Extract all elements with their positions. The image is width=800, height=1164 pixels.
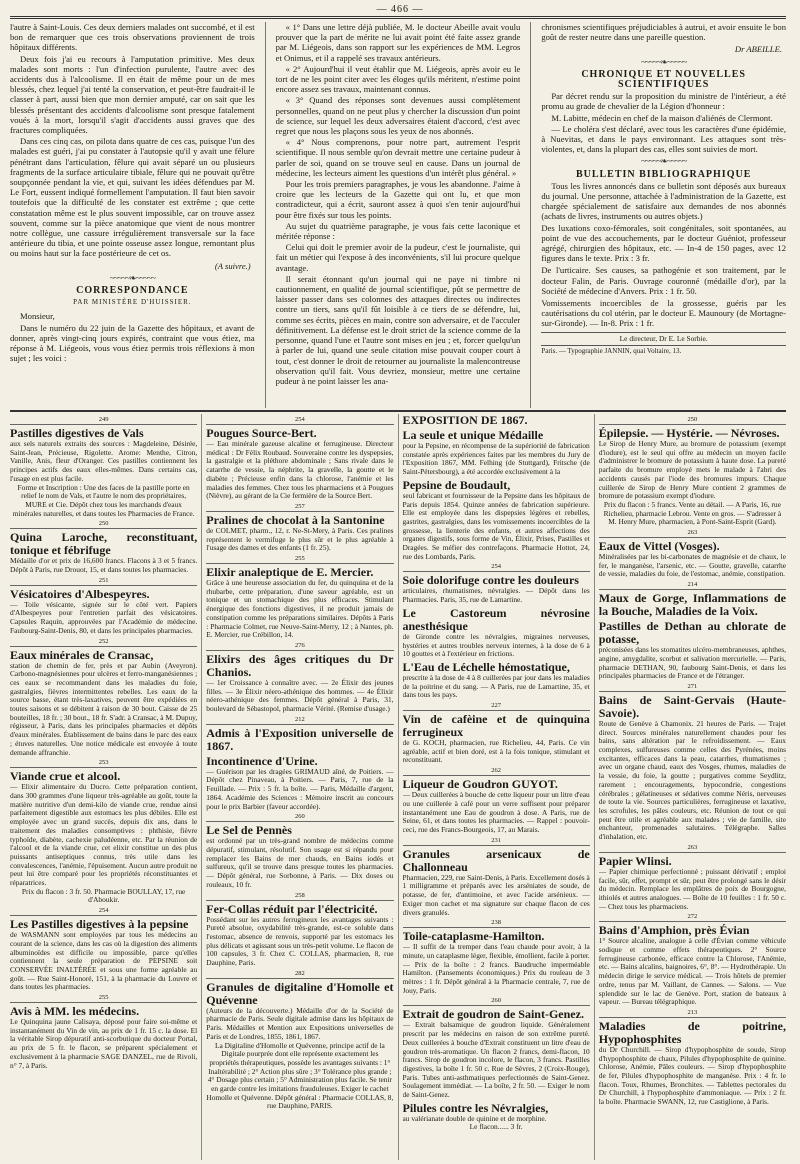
ad-number: 282 (206, 970, 393, 979)
advertisement (599, 592, 786, 618)
ad-body: de WASMANN sont employées par tous les médecins au courant de la science, dans les cas où la digestion des aliments albuminoïdes est difficile ou impossible, parce qu'elles contiennent la seule préparation de PEPSINE soit CONSERVÉE INALTÉRÉE et sous une forme agréable au goût. — Rue Saint-Honoré, 151, à la pharmacie du Louvre et dans toutes les pharmacies. (10, 930, 198, 992)
ad-number: 231 (403, 837, 590, 846)
ad-body: Pharmacien, 229, rue Saint-Denis, à Paris. Excellement dosés à 1 milligramme et préparés avec les arséniates de soude, de potasse, de fer, d'antimoine, et avec l'acide arsénieux. — Exiger mon cachet et ma signature sur chaque flacon de ces divers granulés. (402, 872, 590, 917)
ad-title: La seule et unique Médaille (402, 428, 544, 442)
advertisement (403, 930, 590, 995)
ad-body: Le Sirop de Henry Mure, au bromure de potassium (exempt d'iodure), est le seul qui offre au médecin un moyen facile d'administrer le bromure de potassium à haute dose. La pureté parfaite du bromure employé mets le malade à l'abri des accidents causés par l'iode des bromures impurs. Chaque cuillerée de Sirop de Henry Mure contient 2 grammes de bromure de potassium exempt d'iodure. (598, 439, 786, 501)
ornament-divider: ~~~~~❧~~~~~ (641, 156, 687, 167)
ad-body: — 1er Croissance à connaître avec. — 2e Élixir des jeunes filles. — 3e Élixir néero-athénique des hommes. — 4e Élixir néero-athénique des femmes. Dépôt général à Paris, 31, boulevard de Sébastopol, pharmacie Vérité. (Remise d'usage.) (206, 677, 394, 714)
ad-number: 258 (206, 892, 393, 901)
advertisement-section (10, 414, 786, 1160)
advertisement (206, 824, 393, 889)
ad-body: préconisées dans les stomatites ulcéro-membraneuses, aphthes, angine, amygdalite, scorbut et salivation mercurielle. — Paris, pharmacie DETHAN, 90, faubourg Saint-Denis, et dans les principales pharmacies de France et de l'étranger. (598, 645, 786, 681)
ad-title: Fer-Collas réduit par l'électricité. (206, 901, 378, 916)
advertisement (599, 620, 786, 681)
paragraph: — Le choléra s'est déclaré, avec tous les caractères d'une épidémie, à Nuevitas, et dans le pays environnant. Les attaques sont très-violentes, et, dans la plupart des cas, elles sont suivies de mort. (541, 123, 786, 155)
ad-column-4 (599, 414, 786, 1160)
ad-body: prescrite à la dose de 4 à 8 cuillerées par jour dans les maladies de la poitrine et du sang. — A Paris, rue de Lamartine, 35, et dans tous les pays. (402, 672, 590, 700)
ad-body: Médaille d'or et prix de 16,600 francs. Flacons à 3 et 5 francs. Dépôt à Paris, rue Drouot, 15, et dans toutes les pharmacies. (10, 556, 198, 575)
page-number: — 466 — (376, 4, 424, 15)
ad-body: Route de Genève à Chamonix. 21 heures de Paris. — Trajet direct. Sources minérales naturellement chaudes pour les bains, sans altération par le refroidissement. — Eaux complexes, sulfureuses comme celles des Pyrénées, moins excitantes, efficaces dans la peau, catarrhes, rhumatismes ; avec un organe chaud, eaux des Vosges, rhumes, maladies de la vessie, du foie, la goutte ; purgatives comme Seydlitz, rarement ; encouragements, hypocondrie, congestions cérébrales ; gélatineuses et sédatives comme Néris, nerveuses de toute la vie. Sources particulières, ferrugineuse et laxative, les scrofules, les pâles couleurs, etc. Réunion de tout ce qui peut être utile et agréable aux malades ; vie de famille, site enchanteur, promenades salutaires. Télégraphe. Salles d'inhalation, etc. (598, 718, 786, 842)
ad-number: 276 (206, 642, 393, 651)
printer-line: Paris. — Typographie JANNIN, quai Voltaire, 13. (541, 346, 682, 355)
advertisement (403, 429, 590, 477)
advertisement (403, 607, 590, 659)
ad-extra: Prix du flacon : 5 francs. Vente au détail. — A Paris, 16, rue Richelieu, pharmacie Lebrou. Vente en gros. — S'adresser à M. Henry Mure, pharmacien, à Pont-Saint-Esprit (Gard). (603, 499, 782, 527)
ad-number: 255 (10, 994, 197, 1003)
ad-title: Bains d'Amphion, près Évian (598, 923, 750, 938)
ad-title: Papier Wlinsi. (598, 853, 672, 868)
ad-column-1 (10, 414, 197, 1160)
ad-title: Elixirs des âges critiques du Dr Chanios. (206, 651, 394, 679)
ad-extra: Forme et Inscription : Une des faces de la pastille porte en relief le nom de Vals, et l'autre le nom des propriétaires, MURE et Cie. Dépôt chez tous les marchands d'eaux minérales naturelles, et dans toutes les Pharmacies de France. (12, 482, 195, 518)
paragraph: chronismes scientifiques préjudiciables à autrui, et avoir ensuite le bon goût de rester neutre dans une pareille question. (541, 22, 786, 43)
section-title-correspondance: CORRESPONDANCE (76, 285, 189, 297)
advertisement (206, 727, 393, 753)
ad-number: 252 (10, 638, 197, 647)
ad-title: Admis à l'Exposition universelle de 1867. (206, 725, 394, 753)
ad-body: pour la Pepsine, en récompense de la supériorité de fabrication constatée après expériences faites par les membres du Jury de l'Exposition 1867, MM. Felhing (de Stuttgard), Fritsche (de Saint-Pétersbourg), a été accordée exclusivement à la (402, 441, 590, 477)
ornament-divider: ~~~~~❧~~~~~ (109, 272, 155, 283)
ad-extra: Le flacon...... 3 fr. (469, 1122, 523, 1132)
to-be-continued: (A suivre.) (214, 260, 251, 271)
advertisement (10, 588, 197, 636)
section-title-bulletin: BULLETIN BIBLIOGRAPHIQUE (575, 168, 752, 180)
ad-number: 227 (403, 702, 590, 711)
section-title-chronique: CHRONIQUE ET NOUVELLES SCIENTIFIQUES (581, 68, 746, 91)
advertisement (10, 649, 197, 758)
paragraph: M. Labitte, médecin en chef de la maison d'aliénés de Clermont. (551, 112, 773, 123)
article-column-3 (541, 22, 786, 408)
paragraph: Au sujet du quatrième paragraphe, je vous fais cette laconique et méritée réponse : (275, 220, 521, 242)
advertisement (206, 903, 393, 968)
advertisement (403, 414, 590, 427)
ornament-divider: ~~~~~❧~~~~~ (641, 56, 687, 67)
ad-number: 260 (206, 813, 393, 822)
ad-number: 254 (206, 416, 393, 425)
column-rule (398, 414, 399, 1160)
ad-body: Le Quinquina jaune Calisaya, déposé pour faire soi-même et instantanément du Vin de vin, au prix de 1 fr. 15 c. la dose. El la véritable Sirop dépuratif anti-scorbutique du docteur Portal, au prix de 5 fr. le flacon, se préparent spécialement et exclusivement à la pharmacie SAGE DANZEL, rue de Rivoli, n° 7, à Paris. (10, 1017, 198, 1070)
ad-title: Quina Laroche, reconstituant, tonique et fébrifuge (10, 530, 198, 558)
paragraph: « 1° Dans une lettre déjà publiée, M. le docteur Abeille avait voulu prouver que la part de mérite ne lui avait point été faite assez grande par M. Liégeois, dans son rapport sur les expériences de MM. Legros et Onimus, et il a rappelé ses travaux antérieurs. (275, 22, 521, 63)
ad-body: — Guérison par les dragées GRIMAUD aîné, de Poitiers. — Dépôt chez Pinaveau, à Poitiers. — Paris, 7, rue de la Feuillade. — Prix : 5 fr. la boîte. — Paris, Médaille d'argent, 1864. Académie des Sciences : Mémoire inscrit au concours pour le prix Barbier (faveur accordée). (206, 766, 394, 811)
ad-number: 249 (10, 416, 197, 425)
ad-body: du Dr Churchill. — Sirop d'hypophosphite de soude, Sirop d'hypophosphite de chaux, Pilules d'hypophosphite de quinine. Chlorose, Anémie, Pâles couleurs. — Sirop d'hypophosphite de fer, Pilules d'hypophosphite de manganèse. Prix : 4 fr. le flacon. Toux, Rhumes, Bronchites. — Tablettes pectorales du Dr Churchill, à l'hypophosphite d'ammoniaque. — Prix : 2 fr. la boîte. Pharmacie SWANN, 12, rue Castiglione, à Paris. (598, 1044, 786, 1107)
ad-body: — Eau minérale gazeuse alcaline et ferrugineuse. Directeur médical : Dr Félix Roubaud. Souveraine contre les dyspepsies, la gastralgie et la pléthore abdominale ; Sans rivale dans le catarrhe de vessie, la néphrite, la gravelle, la goutte et le diabète ; Précieuse enfin dans la chlorose, l'anémie et les maladies des femmes. Chez tous les pharmaciens et à Pougues (Nièvre), au gérant de la Cie fermière de la Source Bert. (206, 439, 394, 501)
ad-body: — Deux cuillerées à bouche de cette liqueur pour un litre d'eau ou une cuillerée à café pour un verre suffisent pour préparer instantanément une Eau de goudron à dose. A Paris, rue de Seine, 61, et dans toutes les pharmacies. — Rappel : pouvoir-ceci, rue des Francs-Bourgeois, 17, au Marais. (402, 790, 590, 834)
paragraph: Par décret rendu sur la proposition du ministre de l'intérieur, a été promu au grade de chevalier de la Légion d'honneur : (541, 91, 786, 112)
ad-number: 257 (206, 503, 393, 512)
advertisement (599, 694, 786, 842)
ad-body: seul fabricant et fournisseur de la Pepsine dans les hôpitaux de Paris depuis 1854. Quinze années de fabrication supérieure. Elle est employée dans les dispepsies légères et rebelles, gastrites, gastralgies, dans les vomissements incoercibles de la grossesse, la lienterie des enfants, et autres affections des organes digestifs, sous forme de Vin, Élixir, Prises, Pastilles et Dragées. Se méfier des contrefaçons. Pharmacie Hottot, 24, rue des Lombards, Paris. (402, 490, 590, 561)
header-rule (10, 16, 786, 19)
advertisement (599, 1020, 786, 1107)
ad-body: de COLMET, pharm., 12, r. Ne-St-Mery, à Paris. Ces pralines représentent le vermifuge le plus sûr et le plus agréable à l'usage des dames et des enfants (1 fr. 25). (206, 525, 394, 553)
paragraph: Dans le numéro du 22 juin de la Gazette des hôpitaux, et avant de donner, après vingt-cinq jours expirés, contraint que vous étiez, ma réponse à M. Liégeois, vous vous étiez permis trois réflexions à mon sujet ; les voici : (10, 322, 255, 364)
ad-title: Pastilles digestives de Vals (10, 426, 144, 440)
ad-title: Extrait de goudron de Saint-Genez. (402, 1007, 584, 1022)
ad-number: 271 (599, 683, 786, 692)
advertisement (403, 574, 590, 604)
section-subtitle: PAR MINISTÈRE D'HUISSIER. (73, 298, 192, 307)
advertisement (403, 1102, 590, 1132)
advertisement (10, 531, 197, 574)
ad-number: 263 (599, 529, 786, 538)
ad-body: est ordonné par un très-grand nombre de médecins comme dépuratif, stimulant, résolutif. Son usage est si répandu pour remplacer les Bains de mer chauds, en Bains iodés et sulfureux, qu'il se trouve dans presque toutes les pharmacies. — Dépôt général, rue Sorbonne, à Paris. — Dix doses ou rouleaux, 10 fr. (206, 836, 394, 889)
column-rule (201, 414, 202, 1160)
article-column-2 (276, 22, 521, 408)
article-columns (10, 22, 786, 408)
ad-title: Vin de cafèine et de quinquina ferrugineux (402, 712, 590, 740)
ad-title: Pastilles de Dethan au chlorate de potasse, (598, 619, 786, 647)
ad-number: 262 (403, 767, 590, 776)
paragraph: « 4° Nous comprenons, pour notre part, autrement l'esprit scientifique. Il nous semble qu'on devrait mettre une certaine pudeur à parler de soi, quand on se trouve seul en cause. Dans un journal de médecine, les lecteurs aiment les questions d'un intérêt plus général. » (275, 137, 521, 178)
ad-title: Soie dolorifuge contre les douleurs (402, 573, 579, 588)
advertisement (599, 924, 786, 1007)
advertisement (599, 540, 786, 579)
ad-number: 214 (599, 581, 786, 590)
advertisement (599, 855, 786, 912)
advertisement (206, 427, 393, 501)
ad-title: Pepsine de Boudault, (402, 477, 511, 492)
advertisement (403, 778, 590, 835)
ad-title: Bains de Saint-Gervais (Haute-Savoie). (598, 692, 786, 720)
ad-body: de G. KOCH, pharmacien, rue Richelieu, 44, Paris. Ce vin agréable, actif et bien doré, est à la fois tonique, stimulant et reconstituant. (402, 738, 590, 765)
ad-body: — Il suffit de la tremper dans l'eau chaude pour avoir, à la minute, un cataplasme léger, flexible, émollient, facile à porter. — Prix de la boîte : 2 francs. Baudruche imperméable Hamilton. (Pansements économiques.) Prix du rouleau de 3 mètres : 1 fr. Dépôt général à la Pharmacie centrale, 7, rue de Jouy, Paris. (402, 942, 590, 995)
advertisement (403, 661, 590, 700)
advertisement (10, 770, 197, 905)
ad-body: de Gironde contre les névralgies, migraines nerveuses, hystéries et autres troubles nerveux internes, à la dose de 6 à 10 gouttes et à l'extérieur en frictions. (402, 631, 590, 659)
bibliography-entry: Vomissements incoercibles de la grossesse, guéris par les cautérisations du col utérin, par le docteur E. Maunoury (de Mortagne-sur-Gironde). — In-8. Prix : 1 fr. (541, 298, 786, 329)
ad-extra: La Digitaline d'Homolle et Quévenne, principe actif de la Digitale pourprée dont elle représente exactement les propriétés thérapeutiques, possède les avantages suivants : 1° Inaltérabilité ; 2° Action plus sûre ; 3° Tolérance plus grande ; 4° Dosage plus certain ; 5° Administration plus facile. Se tenir en garde contre les imitations frauduleuses. Exiger le cachet Homolle et Quévenne. Dépôt général : Pharmacie COLLAS, 8, rue Dauphine, PARIS. (206, 1040, 394, 1111)
ad-title: Granules arsenicaux de Challonneau (402, 846, 590, 874)
ad-title: Pilules contre les Névralgies, (402, 1100, 549, 1115)
ad-number: 238 (403, 919, 590, 928)
advertisement (403, 1008, 590, 1099)
paragraph: Dans ces cinq cas, on pilota dans quatre de ces cas, puisque l'un des malades est guéri, j'ai pu constater à l'autopsie qu'il y avait une félure pénétrant dans l'articulation, fêlure qui avait séparé un ou plusieurs fragments de la surface articulaire tibiale, fêlure qui ne pouvait qu'être soupçonnée pendant la vie, et qui, suivant les idées défendues par M. Le Fort, eussent indiqué formellement l'amputation. Il faut bien savoir toutefois que la difficulté de les constater est extrême ; que cette constatation même est le plus souvent impossible, car on trouve assez souvent, comme sur la pièce anatomique que vient de nous montrer notre collègue, une cassure irrégulièrement transversale sur la face antérieure du tibia, et une pointe osseuse assez longue, remontant plus ou moins haut sur la face postérieure de cet os. (10, 136, 255, 259)
ad-body: — Extrait balsamique de goudron liquide. Généralement prescrit par les médecins en raison de son extrême pureté. Deux cuillerées à bouche d'Extrait constituent un litre d'eau de goudron très-aromatique. Un flacon 2 francs, demi-flacon, 10 francs. Sirop de goudron incolore, le flacon, 3 francs. Pastilles digestives, la boîte 1 fr. 50 c. Rue de Sèvres, 2 (Croix-Rouge), Paris. Tubes anti-asthmatiques perfectionnés de Saint-Genez. Soulagement immédiat. — La boîte, 2 fr. 50. — Exiger le nom de Saint-Genez. (402, 1020, 590, 1100)
ad-title: Vésicatoires d'Albespeyres. (10, 586, 150, 601)
advertisement (10, 1005, 197, 1070)
bibliography-entry: Des luxations coxo-fémorales, soit congénitales, soit spontanées, au point de vue des accouchements, par le docteur Guéniot, professeur agrégé, chirurgien des hôpitaux, etc. — In-4 de 150 pages, avec 12 figures dans le texte. Prix : 3 fr. (541, 222, 786, 264)
ad-title: Avis à MM. les médecins. (10, 1004, 140, 1019)
ad-body: — Toile vésicante, signée sur le côté vert. Papiers d'Albespeyres pour l'entretien parfait des vésicatoires. Capsules Raquin, approuvées par l'Académie de médecine. Faubourg-Saint-Denis, 80, et dans les principales pharmacies. (10, 599, 198, 635)
ad-number: 272 (599, 913, 786, 922)
ad-body: articulaires, rhumatismes, névralgies. — Dépôt dans les Pharmacies. Paris, 35, rue de Lamartine. (402, 586, 590, 605)
ad-number: 213 (599, 1009, 786, 1018)
bibliography-entry: De l'urticaire. Ses causes, sa pathogénie et son traitement, par le docteur Falin, de Paris. Ouvrage couronné (médaille d'or), par la Société de médecine d'Anvers. Prix : 1 fr. 50. (541, 265, 786, 296)
ad-number: 250 (599, 416, 786, 425)
ad-body: au valérianate double de quinine et de morphine. (402, 1113, 547, 1123)
ad-body: aux sels naturels extraits des sources : Magdeleine, Désirée, Saint-Jean, Précieuse, Rigolette. Arome: Menthe, Citron, Vanille, Anis, fleur d'Oranger. Ces pastilles contiennent les principes actifs des eaux elles-mêmes. Dans certains cas, l'usage en est plus facile. (10, 439, 198, 483)
salutation: Monsieur, (20, 311, 55, 322)
ad-number: 263 (599, 844, 786, 853)
ad-number: 251 (10, 577, 197, 586)
ad-body: — Papier chimique perfectionné ; puissant dérivatif ; emploi facile, sûr, effet, prompt et sûr, peut être prolongé sans le désir du médecin. Remplace les emplâtres de poix de Bourgogne, ithiolés et autres analogues. — Boîte de 10 feuilles : 1 fr. 50 c. — Chez tous les pharmaciens. (598, 866, 786, 911)
advertisement (206, 755, 393, 812)
ad-body: Possédant sur les autres ferrugineux les avantages suivants : Pureté absolue, oxydabilité très-grande, est-ce soluble dans l'estomac, absence de renvois, supporté par les estomacs les plus délicats et agissant sous un très-petit volume. Le flacon de 100 capsules, 3 fr. Chez C. COLLAS, pharmacien, 8, rue Dauphine, Paris. (206, 914, 394, 968)
ad-title: Granules de digitaline d'Homolle et Quévenne (206, 979, 394, 1007)
ad-number: 254 (403, 563, 590, 572)
advertisement (206, 566, 393, 640)
ad-title: L'Eau de Léchelle hémostatique, (402, 659, 570, 674)
paragraph: l'autre à Saint-Louis. Ces deux derniers malades ont succombé, et il est bon de remarquer que ces trois observations proviennent de trois hôpitaux différents. (10, 22, 255, 53)
ad-number: 260 (403, 997, 590, 1006)
advertisement (599, 427, 786, 527)
ad-title: Pougues Source-Bert. (206, 426, 317, 440)
ad-title: Le Sel de Pennès (206, 823, 292, 838)
advertisement (10, 427, 197, 518)
column-rule (594, 414, 595, 1160)
ad-body: (Auteurs de la découverte.) Médaille d'or de la Société de pharmacie de Paris. Seule digitale admise dans les hôpitaux de Paris. Médailles et Mention aux Expositions universelles de Paris et de Londres, 1855, 1861, 1867. (206, 1005, 394, 1041)
ad-title: EXPOSITION DE 1867. (402, 414, 528, 427)
ad-title: Pralines de chocolat à la Santonine (206, 512, 385, 527)
advertisement (10, 918, 197, 992)
paragraph: Deux fois j'ai eu recours à l'amputation primitive. Mes deux malades sont morts : l'un d'infection purulente, l'autre avec des accidents dus à l'alcoolisme. Il en était de même pour un de mes blessés, chez lequel j'ai tenté la conservation, et peut-être faudrait-il le classer à part, aussi bien que mon dernier amputé, car on sait que les blessés présentant des accidents d'alcoolisme sont presque fatalement voués à la mort, lorsqu'il s'agit d'accidents aussi graves que des fractures compliquées. (10, 53, 255, 136)
director-line: Le directeur, Dr E. Le Sorbie. (541, 332, 786, 346)
paragraph: Tous les livres annoncés dans ce bulletin sont déposés aux bureaux du journal. Une personne, attachée à l'administration de la Gazette, est chargée spécialement de satisfaire aux demandes de nos abonnés (achats de livres, instruments ou autres objets.) (541, 180, 786, 222)
ad-extra: Prix du flacon : 3 fr. 50. Pharmacie BOULLAY, 17, rue d'Aboukir. (21, 886, 186, 905)
paragraph: « 2° Aujourd'hui il veut établir que M. Liégeois, après avoir eu le tort de ne les point citer avec les éloges qu'ils méritent, n'estime point encore assez ses travaux, maintenant connus. (275, 63, 521, 95)
paragraph: Il serait étonnant qu'un journal qui ne paye ni timbre ni cautionnement, en qualité de journal scientifique, pût se permettre de laisser passer dans ses colonnes des attaques directes ou indirectes contre un tiers, sans qu'il fût loisible à ce tiers de se défendre, lui, comme ses écrits, pièces en main, contre son adversaire, et de l'acculer définitivement. La défense est le droit strict de la science comme de la personne, quand l'une et l'autre sont mises en jeu ; et, forcer quelqu'un à parler de lui, quand une seule citation mise pouvait couper court à tout, c'est donner le droit de retourner au journaliste la malencontreuse observation qu'il fait. Vous devriez, monsieur, mettre une certaine pudeur à ne point laisser les ana- (275, 273, 521, 386)
ad-title: Maux de Gorge, Inflammations de la Bouche, Maladies de la Voix. (598, 591, 786, 619)
advertisement (206, 514, 393, 553)
ad-number: 254 (10, 907, 197, 916)
advertisement (403, 479, 590, 562)
ad-number: 212 (206, 716, 393, 725)
ad-title: Incontinence d'Urine. (206, 753, 318, 768)
ad-number: 255 (206, 555, 393, 564)
ad-title: Le Castoreum névrosine anesthésique (402, 605, 590, 633)
paragraph: « 3° Quand des réponses sont devenues aussi complètement personnelles, quand on ne peut plus y chercher la discussion d'un point de science, sur lequel les deux adversaires étaient d'accord, c'est avec regret que nous les plaçons sous les yeux de nos abonnés. (275, 95, 521, 137)
article-column-1 (10, 22, 255, 408)
advertisement (206, 981, 393, 1111)
ad-title: Elixir analeptique de E. Mercier. (206, 565, 374, 580)
column-rule (265, 22, 266, 408)
ad-title: Les Pastilles digestives à la pepsine (10, 917, 189, 932)
advertisement (403, 848, 590, 918)
paragraph: Celui qui doit le premier avoir de la pudeur, c'est le journaliste, qui fait un métier qui l'expose à des inconvénients, s'il lui procure quelque avantage. (275, 242, 521, 273)
advertisement (403, 713, 590, 765)
section-rule (10, 410, 786, 412)
ad-number: 253 (10, 759, 197, 768)
ad-title: Eaux minérales de Cransac, (10, 647, 154, 662)
column-rule (530, 22, 531, 408)
ad-number: 250 (10, 520, 197, 529)
signature: Dr ABEILLE. (734, 44, 782, 55)
ad-column-2 (206, 414, 393, 1160)
ad-body: — Elixir alimentaire du Ducro. Cette préparation contient, dans 300 grammes d'une liqueur très-agréable au goût, toute la matière nutritive d'un demi-kilo de viande crue, rendue ainsi parfaitement digestible aux estomacs les plus débiles. Elle est employée avec un grand succès, depuis dix ans, dans le traitement des maladies consomptives : phthisie, fièvre typhoïde, diabète, cachexie paludéenne, etc. Par la réunion de l'alcool et de la viande crue, cet elixir constitue un des plus puissants antiseptiques connus, très utile dans les convalescences, l'anémie, l'épuisement. Aucun autre produit ne peut lui être comparé pour les propriétés réconstituantes et réparatrices. (10, 782, 198, 888)
ad-body: station de chemin de fer, près et par Aubin (Aveyron). Carbono-magnésiennes pour ulcères et ferro-manganésiennes ; ces eaux se recommandent dans les maladies du foie, gastralgies, fièvres intermittentes rebelles. Les eaux de la source basse, étant très-laxatives, peuvent être expédiées en toutes saisons et se débitent à raison de 30 bout. Caisse de 25 bouteilles, 18 fr. ; 30 bout., 18 fr. S'adr. à Cransac, à M. Dupuy, régisseur, à Paris, dans les principales pharmacies et dépôts d'eaux minérales. Établissement de bains dans le parc des eaux ; étuves naturelles. Une notice médicale est envoyée à toute demande affranchie. (10, 660, 198, 757)
ad-body: Minéralisées par les bi-carbonates de magnésie et de chaux, le fer, le manganèse, l'arsenic, etc. — Goutte, gravelle, catarrhe de vessie, maladies du foie, de l'estomac, anémie, constipation. (598, 552, 786, 579)
paragraph: Pour les trois premiers paragraphes, je vous les abandonne. J'aime à croire que les lecteurs de la Gazette qui ont lu, et que mon contradicteur, qui a écrit, sauront assez à quoi s'en tenir aujourd'hui pour être fixés sur tous les points. (275, 179, 521, 220)
ad-column-3 (403, 414, 590, 1160)
ad-title: Maladies de poitrine, Hypophosphites (598, 1018, 786, 1046)
ad-body: 1° Source alcaline, analogue à celle d'Évian comme véhicule sodique et comme effets thérapeutiques. 2° Source ferrugineuse carbonée, efficace contre la Chlorose, l'Anémie, etc. — Bains alcalins, baignoires, 6°, 8°. — Hydrothérapie. Un médecin dirige le service médical. — Trois hôtels de premier ordre, tenus par M. Vaillant, de Cannes. — Salons. — Vue splendide sur le lac de Genève. Port, station de bateaux à vapeur. — Bureau télégraphique. (598, 936, 786, 1007)
ad-body: Grâce à une heureuse association du fer, du quinquina et de la rhubarbe, cette préparation, d'une saveur agréable, est un tonique et un stomachique des plus efficaces. Stimulant énergique des fonctions digestives, il ne produit jamais de constipation comme les préparations similaires. Dépôts à Paris : Pharmacie Colmet, rue Neuve-Saint-Merry, 12 ; à Nantes, ph. E. Mercier, rue Crébillon, 14. (206, 578, 394, 640)
advertisement (206, 653, 393, 714)
ad-title: Viande crue et alcool. (10, 769, 121, 784)
ad-title: Toile-cataplasme-Hamilton. (402, 929, 545, 944)
ad-title: Eaux de Vittel (Vosges). (598, 539, 720, 554)
ad-title: Épilepsie. — Hystérie. — Névroses. (598, 426, 780, 440)
ad-title: Liqueur de Goudron GUYOT. (402, 777, 558, 792)
